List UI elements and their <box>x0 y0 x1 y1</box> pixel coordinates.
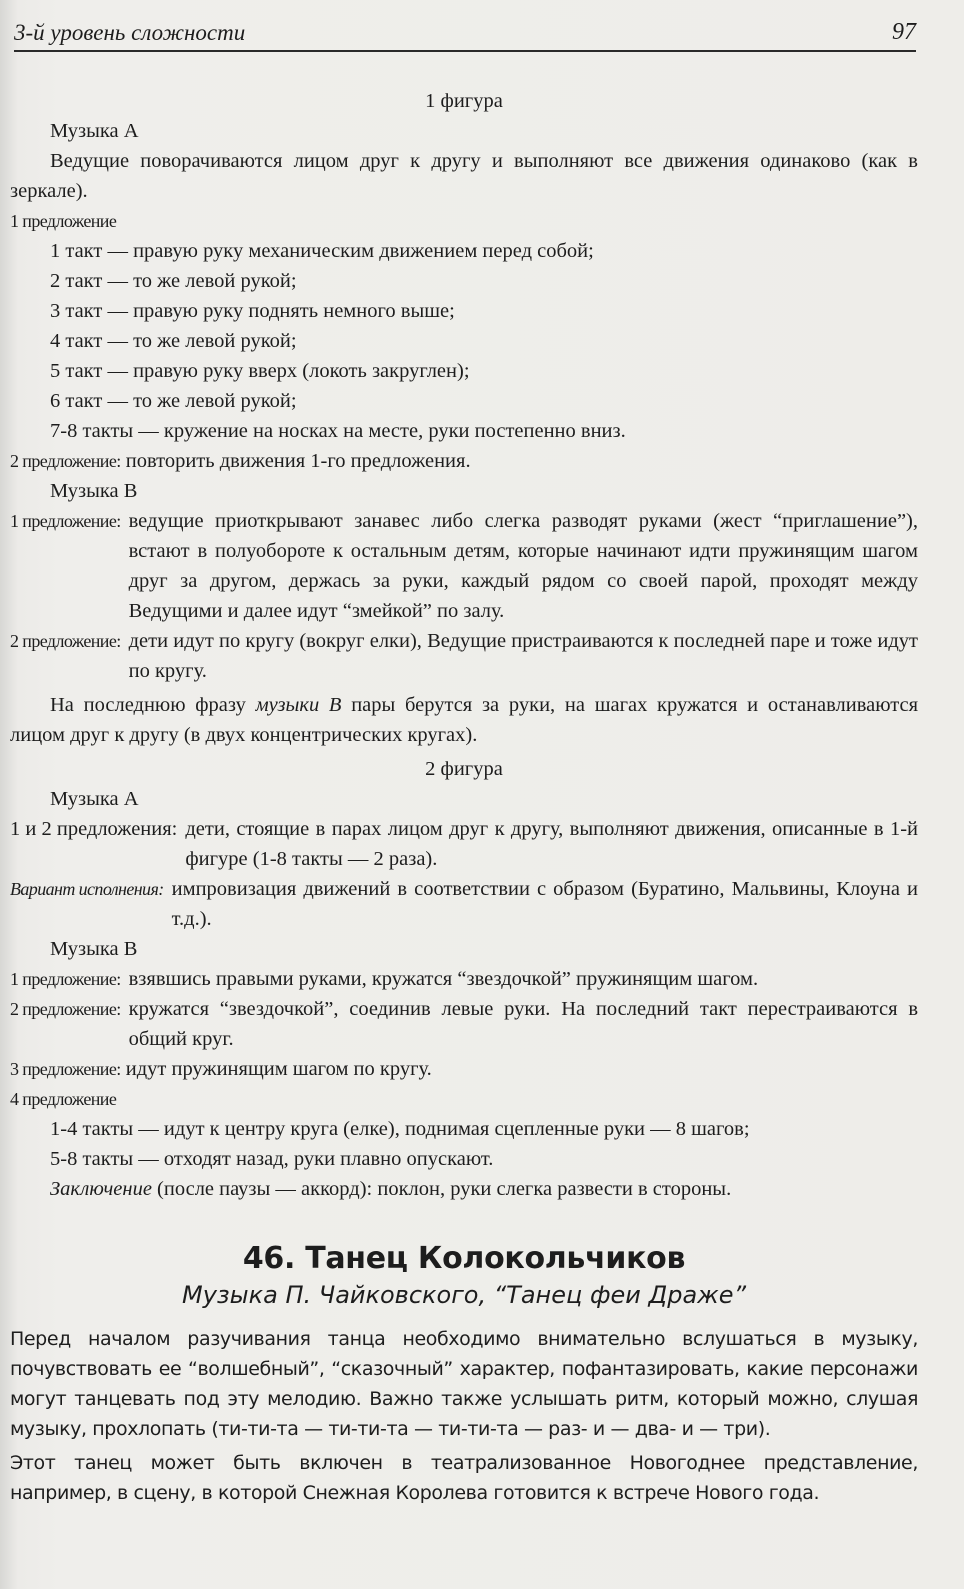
final-em: музыки В <box>255 694 342 716</box>
sentence-label: 1 предложение: <box>10 969 121 989</box>
final-pre: На последнюю фразу <box>50 694 246 716</box>
sentence-label: 2 предложение: <box>10 451 121 471</box>
figure2-b-sentence4-label <box>10 1084 918 1114</box>
conclusion-text: (после паузы — аккорд): поклон, руки слегка развести в стороны. <box>157 1178 732 1200</box>
dance46-para1: Перед началом разучивания танца необходимо внимательно вслушаться в музыку, почувствовать ее “волшебный”, “сказочный” характер, пофантазировать, какие персонажи могут танцевать под эту мелодию. Важно также услышать ритм, который можно, слушая музыку, прохлопать (ти-ти-та — ти-ти-та — ти-ти-та — раз- и — два- и — три). <box>10 1328 918 1440</box>
sentence-text: идут пружинящим шагом по кругу. <box>125 1058 432 1080</box>
figure2-variant <box>10 874 918 934</box>
sentence-label: 1 и 2 предложения: <box>10 818 178 840</box>
figure2-music-a: Музыка А <box>50 788 139 810</box>
figure1-final <box>10 690 918 750</box>
figure1-b-sentence1 <box>10 506 918 626</box>
dance46-subtitle: Музыка П. Чайковского, “Танец феи Драже” <box>181 1281 746 1309</box>
bar-line: 1-4 такты — идут к центру круга (елке), поднимая сцепленные руки — 8 шагов; <box>50 1118 750 1140</box>
figure2-b-sentence2 <box>10 994 918 1054</box>
page-content <box>10 86 918 1508</box>
bar-line: 5-8 такты — отходят назад, руки плавно опускают. <box>50 1148 494 1170</box>
sentence-text: дети идут по кругу (вокруг елки), Ведущие пристраиваются к последней паре и тоже идут по кругу. <box>128 630 918 682</box>
bar-line: 2 такт — то же левой рукой; <box>50 270 297 292</box>
figure2-music-b: Музыка В <box>50 938 138 960</box>
bar-line: 7-8 такты — кружение на носках на месте, руки постепенно вниз. <box>50 420 626 442</box>
sentence-text: кружатся “звездочкой”, соединив левые руки. На последний такт перестраиваются в общий круг. <box>128 998 918 1050</box>
figure1-music-b: Музыка В <box>50 480 138 502</box>
sentence-label: 1 предложение <box>10 211 117 231</box>
figure2-a-sentences <box>10 814 918 874</box>
sentence-label: 1 предложение: <box>10 511 121 531</box>
conclusion-label: Заключение <box>50 1178 152 1200</box>
variant-text: импровизация движений в соответствии с образом (Буратино, Мальвины, Клоуна и т.д.). <box>171 878 918 930</box>
sentence-text: дети, стоящие в парах лицом друг к другу, выполняют движения, описанные в 1-й фигуре (1-8 такты — 2 раза). <box>185 818 918 870</box>
page-number: 97 <box>892 19 916 45</box>
figure2-b-sentence3 <box>10 1054 918 1084</box>
sentence-label: 2 предложение: <box>10 999 121 1019</box>
figure1-sentence2 <box>10 446 918 476</box>
figure2-title: 2 фигура <box>425 758 503 780</box>
figure2-conclusion <box>10 1174 918 1204</box>
bar-line: 6 такт — то же левой рукой; <box>50 390 297 412</box>
bar-line: 3 такт — правую руку поднять немного выше; <box>50 300 455 322</box>
sentence-label: 4 предложение <box>10 1089 117 1109</box>
figure2-b-sentence1 <box>10 964 918 994</box>
sentence-text: повторить движения 1-го предложения. <box>125 450 471 472</box>
bar-line: 5 такт — правую руку вверх (локоть закруглен); <box>50 360 470 382</box>
dance46-title: 46. Танец Колокольчиков <box>242 1241 686 1276</box>
sentence-text: ведущие приоткрывают занавес либо слегка разводят руками (жест “приглашение”), встают в полуобороте к остальным детям, которые начинают идти пружинящим шагом друг за другом, держась за руки, каждый рядом со своей парой, проходят между Ведущими и далее идут “змейкой” по залу. <box>128 510 918 622</box>
figure1-intro: Ведущие поворачиваются лицом друг к другу и выполняют все движения одинаково (как в зеркале). <box>10 150 918 202</box>
final-post: пары берутся за руки, на шагах кружатся и останавливаются лицом друг к другу (в двух концентрических кругах). <box>10 694 919 746</box>
bar-line: 1 такт — правую руку механическим движением перед собой; <box>50 240 594 262</box>
figure1-b-sentence2 <box>10 626 918 686</box>
figure1-music-a: Музыка А <box>50 120 139 142</box>
running-header <box>14 20 916 52</box>
header-section-title: 3-й уровень сложности <box>14 20 246 45</box>
sentence-text: взявшись правыми руками, кружатся “звездочкой” пружинящим шагом. <box>128 968 759 990</box>
bar-line: 4 такт — то же левой рукой; <box>50 330 297 352</box>
dance46-para2: Этот танец может быть включен в театрализованное Новогоднее представление, например, в сцену, в которой Снежная Королева готовится к встрече Нового года. <box>10 1452 918 1504</box>
figure1-title: 1 фигура <box>425 90 503 112</box>
sentence-label: 2 предложение: <box>10 631 121 651</box>
variant-label: Вариант исполнения: <box>10 879 164 899</box>
sentence-label: 3 предложение: <box>10 1059 121 1079</box>
figure1-sentence1-label <box>10 206 918 236</box>
